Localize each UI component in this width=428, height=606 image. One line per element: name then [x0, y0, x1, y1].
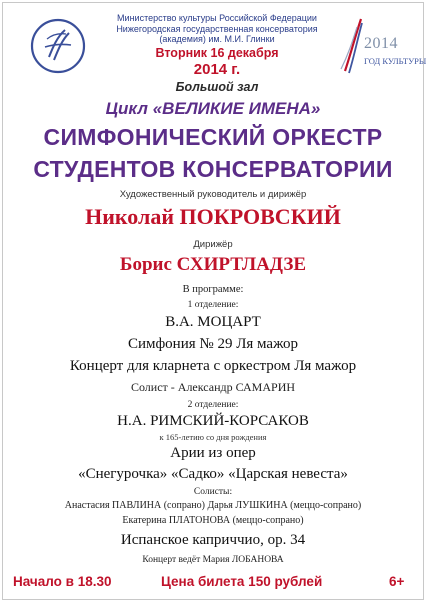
- work-clarinet-concerto: Концерт для кларнета с оркестром Ля мажор: [69, 358, 357, 374]
- ministry-line-2: Нижегородская государственная консерватория: [116, 23, 318, 34]
- anniversary-note: к 165-летию со дня рождения: [159, 432, 267, 442]
- ministry-block: [99, 13, 335, 45]
- program-label: В программе:: [182, 284, 244, 295]
- year-of-culture-text: ГОД КУЛЬТУРЫ: [364, 56, 427, 66]
- art-director-label: Художественный руководитель и дирижёр: [119, 189, 307, 200]
- concert-hall: Большой зал: [175, 80, 259, 94]
- composer-mozart: В.А. МОЦАРТ: [165, 314, 261, 330]
- opera-titles: «Снегурочка» «Садко» «Царская невеста»: [78, 466, 348, 482]
- part-2-label: 2 отделение:: [187, 400, 239, 410]
- concert-poster: [2, 2, 427, 600]
- ministry-line-3: (академия) им. М.И. Глинки: [159, 34, 275, 44]
- arias-heading: Арии из опер: [170, 445, 256, 461]
- host-line: Концерт ведёт Мария ЛОБАНОВА: [142, 555, 284, 565]
- soloist-line: Солист - Александр САМАРИН: [130, 380, 296, 394]
- year-of-culture-number: 2014: [364, 35, 398, 52]
- cycle-title: Цикл «ВЕЛИКИЕ ИМЕНА»: [105, 99, 321, 118]
- art-director-name: Николай ПОКРОВСКИЙ: [85, 204, 341, 229]
- age-rating: 6+: [389, 574, 405, 589]
- work-symphony-29: Симфония № 29 Ля мажор: [127, 336, 299, 352]
- conductor-label: Дирижёр: [193, 239, 233, 250]
- composer-rimsky-korsakov: Н.А. РИМСКИЙ-КОРСАКОВ: [117, 413, 309, 429]
- ticket-price: Цена билета 150 рублей: [161, 574, 323, 589]
- orchestra-title-line-2: СТУДЕНТОВ КОНСЕРВАТОРИИ: [33, 156, 393, 182]
- conductor-name: Борис СХИРТЛАДЗЕ: [119, 254, 307, 275]
- part-1-label: 1 отделение:: [187, 300, 239, 310]
- year-of-culture-logo: [339, 13, 427, 81]
- concert-date: Вторник 16 декабря: [155, 46, 279, 60]
- start-time: Начало в 18.30: [13, 574, 112, 589]
- singers-line-1: Анастасия ПАВЛИНА (сопрано) Дарья ЛУШКИНА (меццо-сопрано): [64, 500, 362, 511]
- orchestra-title-line-1: СИМФОНИЧЕСКИЙ ОРКЕСТР: [43, 124, 383, 150]
- ministry-line-1: Министерство культуры Российской Федерации: [117, 13, 317, 23]
- concert-year: 2014 г.: [193, 61, 241, 78]
- soloists-label: Солисты:: [193, 487, 233, 497]
- singers-line-2: Екатерина ПЛАТОНОВА (меццо-сопрано): [122, 515, 304, 526]
- conservatory-logo: [29, 17, 87, 75]
- work-capriccio-espagnol: Испанское каприччио, ор. 34: [120, 532, 306, 548]
